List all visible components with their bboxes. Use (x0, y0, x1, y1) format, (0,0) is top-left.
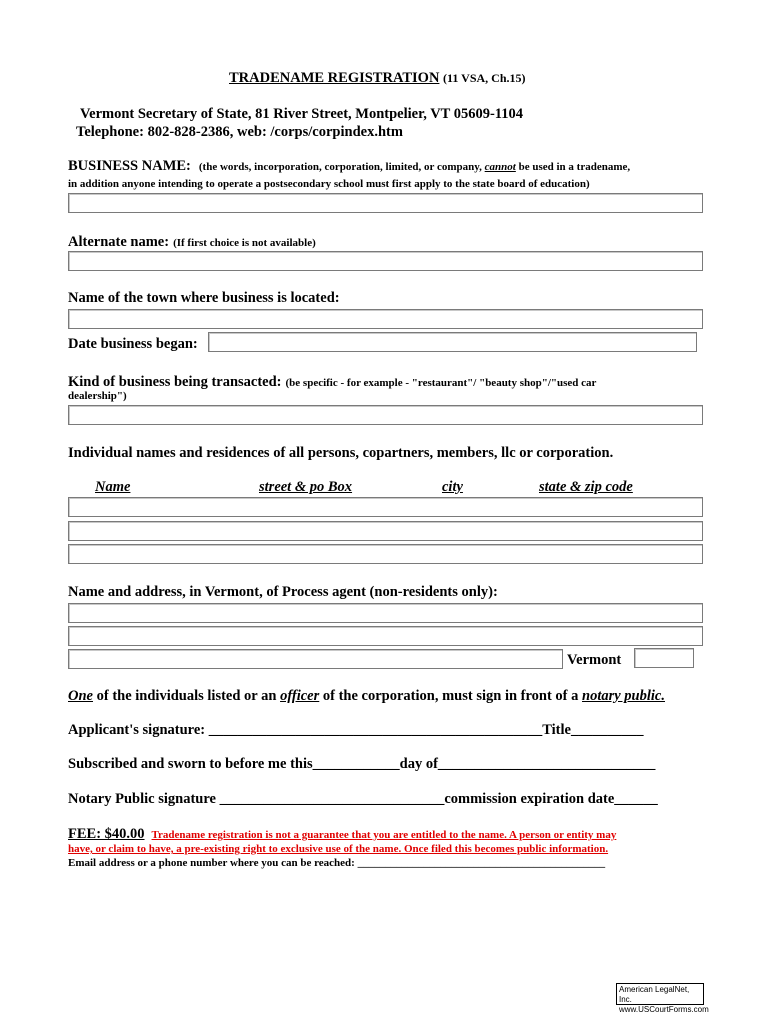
note-text-b: be used in a tradename, (518, 161, 631, 173)
office-address: Vermont Secretary of State, 81 River Street, Montpelier, VT 05609-1104 (80, 106, 523, 122)
alternate-name-note: (If first choice is not available) (173, 237, 316, 249)
process-agent-line-3[interactable] (68, 649, 563, 669)
fee-warning-line2: have, or claim to have, a pre-existing right to exclusive use of the name. Once filed this becomes public information. (68, 843, 609, 855)
kind-label-row (68, 373, 596, 391)
kind-label: Kind of business being transacted: (68, 374, 282, 390)
individual-row-1[interactable] (68, 497, 703, 517)
town-field[interactable] (68, 309, 703, 329)
sworn-line[interactable]: Subscribed and sworn to before me this____________day of______________________________ (68, 756, 656, 772)
form-title (229, 70, 526, 87)
notice-part-b: of the corporation, must sign in front of a (322, 688, 579, 704)
publisher-name: American LegalNet, Inc. (619, 985, 690, 1004)
business-name-note (199, 161, 630, 173)
business-name-note-line2: in addition anyone intending to operate a postsecondary school must first apply to the state board of education) (68, 178, 590, 190)
column-name: Name (95, 479, 131, 495)
business-name-field[interactable] (68, 193, 703, 213)
column-state-zip: state & zip code (539, 479, 633, 495)
date-began-label: Date business began: (68, 336, 198, 352)
individual-row-3[interactable] (68, 544, 703, 564)
office-contact: Telephone: 802-828-2386, web: /corps/corpindex.htm (76, 124, 403, 140)
kind-note-line2: dealership") (68, 390, 127, 402)
alternate-name-field[interactable] (68, 251, 703, 271)
sign-notice (68, 688, 665, 705)
notice-officer: officer (280, 688, 320, 704)
fee-warning-line1: Tradename registration is not a guarantee that you are entitled to the name. A person or entity may (151, 829, 617, 841)
process-agent-line-1[interactable] (68, 603, 703, 623)
notice-notary: notary public. (582, 688, 665, 704)
fee-label: FEE: $40.00 (68, 826, 145, 842)
date-began-field[interactable] (208, 332, 697, 352)
email-phone-line[interactable]: Email address or a phone number where you can be reached: _____________________________________________ (68, 857, 606, 869)
kind-field[interactable] (68, 405, 703, 425)
town-label: Name of the town where business is located: (68, 290, 340, 306)
notary-signature-line[interactable]: Notary Public signature _______________________________commission expiration date______ (68, 791, 658, 807)
column-street: street & po Box (259, 479, 353, 495)
fee-row (68, 825, 616, 843)
alternate-name-label-row (68, 233, 316, 251)
individual-row-2[interactable] (68, 521, 703, 541)
individuals-heading: Individual names and residences of all persons, copartners, members, llc or corporation. (68, 445, 614, 461)
process-agent-label: Name and address, in Vermont, of Process agent (non-residents only): (68, 584, 498, 600)
process-agent-line-2[interactable] (68, 626, 703, 646)
title-text: TRADENAME REGISTRATION (229, 70, 440, 86)
note-cannot: cannot (484, 161, 516, 173)
statute-ref: (11 VSA, Ch.15) (443, 71, 526, 85)
alternate-name-label: Alternate name: (68, 234, 170, 250)
notice-one: One (68, 688, 93, 704)
business-name-label: BUSINESS NAME: (68, 158, 191, 174)
publisher-box (616, 983, 709, 1014)
vermont-label: Vermont (567, 652, 622, 668)
applicant-signature-line[interactable]: Applicant's signature: ______________________________________________Title__________ (68, 722, 644, 738)
publisher-url: www.USCourtForms.com (619, 1005, 709, 1014)
note-text-a: (the words, incorporation, corporation, limited, or company, (198, 161, 482, 173)
business-name-label-row (68, 157, 630, 175)
kind-note: (be specific - for example - "restaurant"/ "beauty shop"/"used car (285, 377, 597, 389)
notice-part-a: of the individuals listed or an (96, 688, 277, 704)
process-agent-zip-field[interactable] (634, 648, 694, 668)
column-city: city (442, 479, 463, 495)
